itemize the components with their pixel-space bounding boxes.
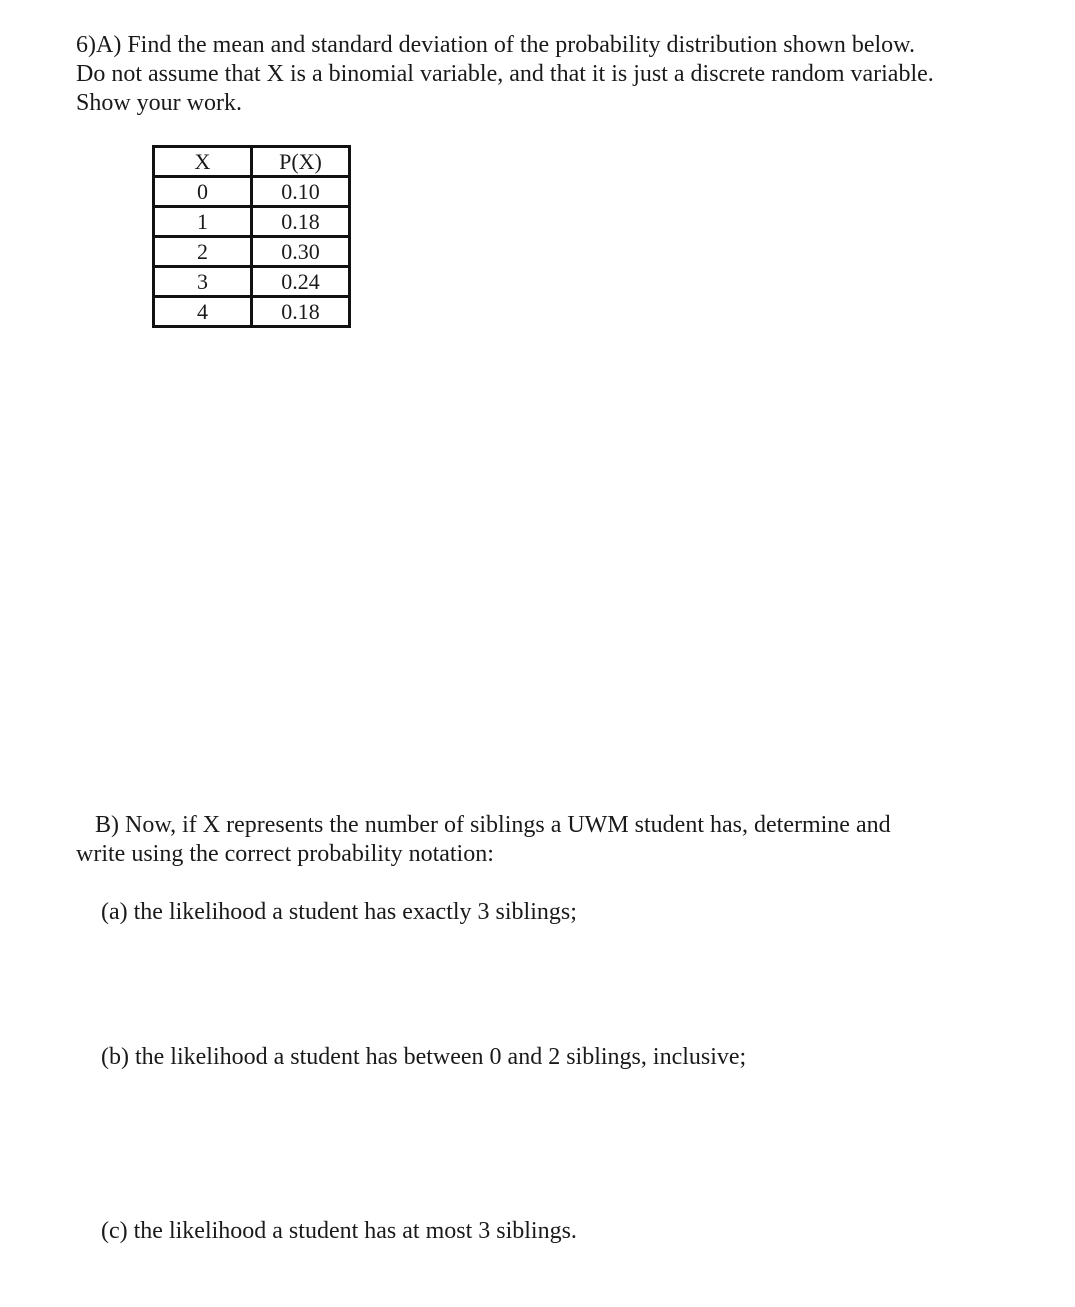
table-row: [154, 297, 350, 327]
cell-px: 0.18: [252, 297, 350, 327]
question-6a-line-1: 6)A) Find the mean and standard deviation of the probability distribution shown below.: [76, 32, 915, 58]
table-header-row: [154, 147, 350, 177]
cell-x: 0: [154, 177, 252, 207]
cell-px: 0.30: [252, 237, 350, 267]
question-6a-line-2: Do not assume that X is a binomial variable, and that it is just a discrete random variable.: [76, 61, 934, 87]
table-row: [154, 177, 350, 207]
cell-x: 2: [154, 237, 252, 267]
cell-px: 0.18: [252, 207, 350, 237]
probability-distribution-table: [152, 145, 351, 328]
cell-px: 0.24: [252, 267, 350, 297]
question-6b-part-c: (c) the likelihood a student has at most 3 siblings.: [101, 1218, 577, 1244]
table-row: [154, 267, 350, 297]
cell-x: 3: [154, 267, 252, 297]
cell-x: 1: [154, 207, 252, 237]
table-row: [154, 207, 350, 237]
question-6b-line-1: B) Now, if X represents the number of siblings a UWM student has, determine and: [95, 812, 891, 838]
question-6a-line-3: Show your work.: [76, 90, 242, 116]
header-x: X: [154, 147, 252, 177]
question-6b-part-b: (b) the likelihood a student has between 0 and 2 siblings, inclusive;: [101, 1044, 747, 1070]
cell-x: 4: [154, 297, 252, 327]
header-px: P(X): [252, 147, 350, 177]
table-row: [154, 237, 350, 267]
question-6b-line-2: write using the correct probability notation:: [76, 841, 494, 867]
cell-px: 0.10: [252, 177, 350, 207]
question-6b-part-a: (a) the likelihood a student has exactly 3 siblings;: [101, 899, 577, 925]
